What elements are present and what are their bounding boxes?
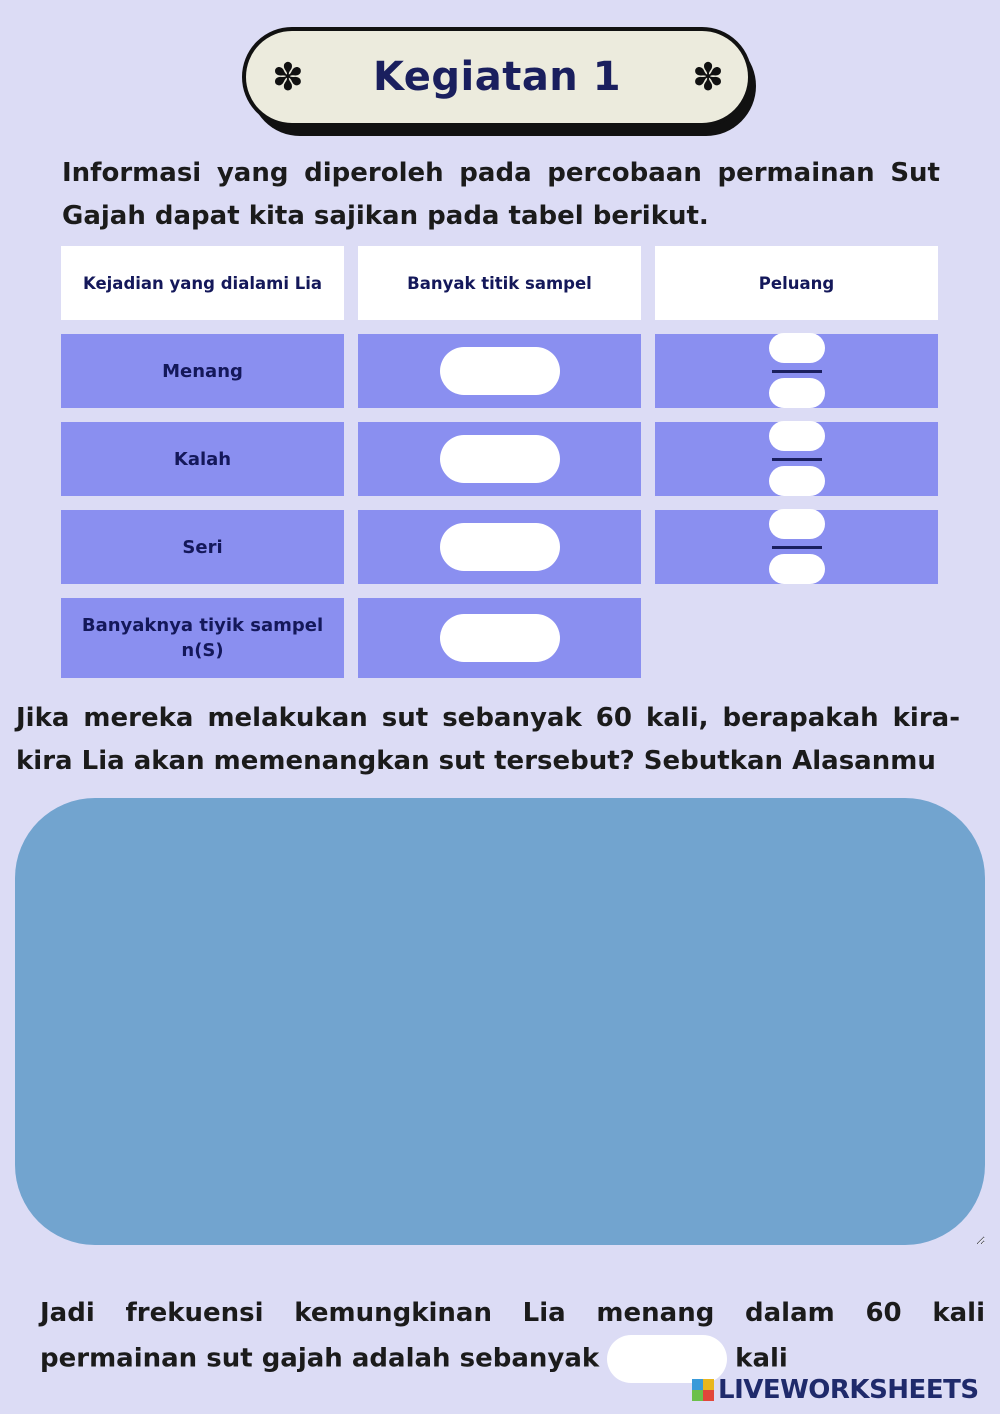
fraction-bar xyxy=(772,458,822,461)
table-row-label-kalah: Kalah xyxy=(61,422,344,496)
table-row-label-total: Banyaknya tiyik sampel n(S) xyxy=(61,598,344,678)
table-header-event: Kejadian yang dialami Lia xyxy=(61,246,344,320)
asterisk-flower-icon: ✽ xyxy=(692,55,724,99)
fraction-bar xyxy=(772,546,822,549)
question-text: Jika mereka melakukan sut sebanyak 60 kali, berapakah kira-kira Lia akan memenangkan sut tersebut? Sebutkan Alasanmu xyxy=(16,703,960,776)
fraction-kalah xyxy=(767,422,827,496)
table-row-label-seri: Seri xyxy=(61,510,344,584)
table-cell-sample-kalah xyxy=(358,422,641,496)
fraction-menang xyxy=(767,334,827,408)
table-cell-sample-total xyxy=(358,598,641,678)
table-header-probability: Peluang xyxy=(655,246,938,320)
probability-seri-numerator-input[interactable] xyxy=(769,509,825,539)
title-banner xyxy=(242,27,752,127)
sample-points-seri-input[interactable] xyxy=(440,523,560,571)
answer-textarea[interactable] xyxy=(15,798,985,1245)
table-row-label-menang: Menang xyxy=(61,334,344,408)
table-cell-probability-seri xyxy=(655,510,938,584)
liveworksheets-logo-icon xyxy=(692,1379,714,1401)
fraction-seri xyxy=(767,510,827,584)
liveworksheets-brand-text: LIVEWORKSHEETS xyxy=(718,1375,979,1405)
table-header-sample-points: Banyak titik sampel xyxy=(358,246,641,320)
probability-seri-denominator-input[interactable] xyxy=(769,554,825,584)
table-cell-probability-menang xyxy=(655,334,938,408)
intro-text: Informasi yang diperoleh pada percobaan permainan Sut Gajah dapat kita sajikan pada tabel berikut. xyxy=(62,158,940,231)
probability-menang-denominator-input[interactable] xyxy=(769,378,825,408)
probability-kalah-numerator-input[interactable] xyxy=(769,421,825,451)
sample-points-menang-input[interactable] xyxy=(440,347,560,395)
sample-points-kalah-input[interactable] xyxy=(440,435,560,483)
probability-kalah-denominator-input[interactable] xyxy=(769,466,825,496)
fraction-bar xyxy=(772,370,822,373)
sample-points-total-input[interactable] xyxy=(440,614,560,662)
table-cell-sample-seri xyxy=(358,510,641,584)
liveworksheets-logo[interactable] xyxy=(692,1374,979,1406)
table-cell-probability-kalah xyxy=(655,422,938,496)
table-cell-sample-menang xyxy=(358,334,641,408)
page-title: Kegiatan 1 xyxy=(372,54,622,100)
asterisk-flower-icon: ✽ xyxy=(272,55,304,99)
conclusion-text: Jadi frekuensi kemungkinan Lia menang dalam 60 kali permainan sut gajah adalah sebanyak kali xyxy=(40,1291,985,1383)
probability-menang-numerator-input[interactable] xyxy=(769,333,825,363)
